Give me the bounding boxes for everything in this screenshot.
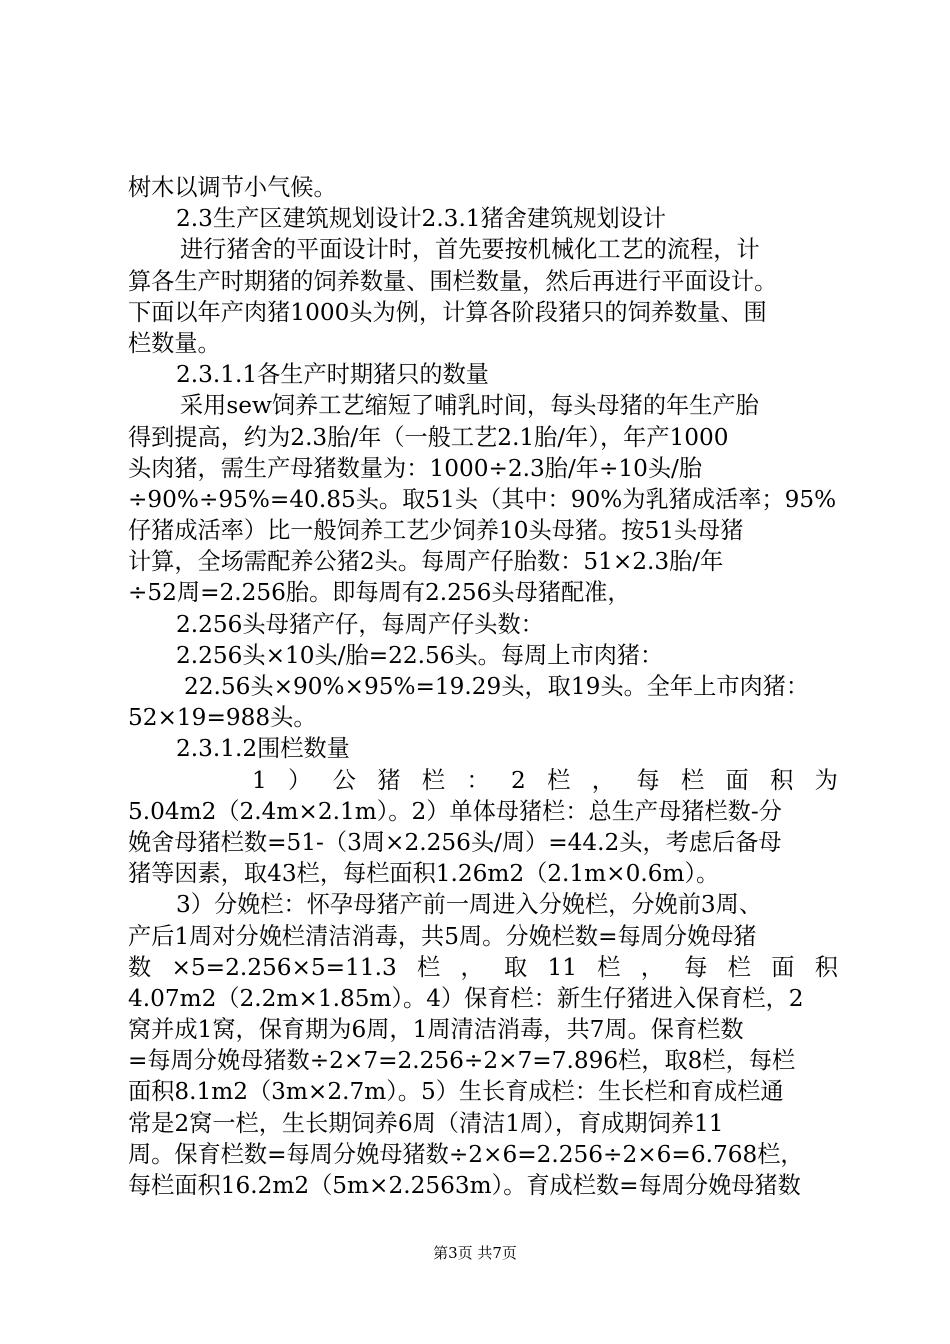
paragraph-line: 娩舍母猪栏数=51-（3周×2.256头/周）=44.2头，考虑后备母 <box>128 828 782 856</box>
spaced-char: 每 <box>636 766 660 794</box>
spaced-char: 栏 <box>421 766 446 794</box>
page-footer: 第3页 共7页 <box>433 1244 517 1262</box>
spaced-char: 面 <box>771 953 795 981</box>
paragraph-line: ÷90%÷95%=40.85头。取51头（其中：90%为乳猪成活率；95% <box>128 485 837 513</box>
paragraph-line: 面积8.1m2（3m×2.7m）。5）生长育成栏：生长栏和育成栏通 <box>128 1078 784 1106</box>
spaced-char: ： <box>466 766 490 794</box>
paragraph-line: 计算，全场需配养公猪2头。每周产仔胎数：51×2.3胎/年 <box>128 548 724 576</box>
spaced-line-boar-pen <box>128 765 838 796</box>
section-heading: 2.3生产区建筑规划设计2.3.1猪舍建筑规划设计 <box>176 205 667 233</box>
paragraph-line: ÷52周=2.256胎。即每周有2.256头母猪配准， <box>128 579 631 607</box>
paragraph-line: 猪等因素，取43栏，每栏面积1.26m2（2.1m×0.6m）。 <box>128 860 720 888</box>
spaced-char: 栏 <box>727 953 751 981</box>
paragraph-line: 得到提高，约为2.3胎/年（一般工艺2.1胎/年），年产1000 <box>128 423 729 451</box>
spaced-char: 猪 <box>377 766 401 794</box>
paragraph-line: 4.07m2（2.2m×1.85m）。4）保育栏：新生仔猪进入保育栏，2 <box>128 984 804 1012</box>
subsection-heading: 2.3.1.2围栏数量 <box>176 735 350 763</box>
spaced-line-farrowing-pen <box>128 952 838 983</box>
spaced-char: ） <box>288 766 312 794</box>
paragraph-line: 5.04m2（2.4m×2.1m）。2）单体母猪栏：总生产母猪栏数-分 <box>128 797 782 825</box>
spaced-char: 数 <box>128 953 152 981</box>
spaced-char: ， <box>640 953 664 981</box>
paragraph-line: 22.56头×90%×95%=19.29头，取19头。全年上市肉猪： <box>184 673 810 700</box>
body-text <box>128 172 838 1201</box>
paragraph-line: 算各生产时期猪的饲养数量、围栏数量，然后再进行平面设计。 <box>128 267 778 295</box>
spaced-char: ×5=2.256×5=11.3 <box>171 953 397 981</box>
paragraph-line: 周。保育栏数=每周分娩母猪数÷2×6=2.256÷2×6=6.768栏， <box>128 1140 804 1168</box>
spaced-char: 栏 <box>597 953 621 981</box>
paragraph-line: 栏数量。 <box>128 329 221 357</box>
paragraph-line: 3）分娩栏：怀孕母猪产前一周进入分娩栏，分娩前3周、 <box>176 891 763 919</box>
paragraph-line: 52×19=988头。 <box>128 704 317 732</box>
paragraph-line: 窝并成1窝，保育期为6周，1周清洁消毒，共7周。保育栏数 <box>128 1016 744 1044</box>
paragraph-line: 采用sew饲养工艺缩短了哺乳时间，每头母猪的年生产胎 <box>180 392 759 420</box>
subsection-heading: 2.3.1.1各生产时期猪只的数量 <box>176 361 489 389</box>
spaced-char: ， <box>591 766 615 794</box>
spaced-char: 栏 <box>417 953 441 981</box>
spaced-char: 积 <box>770 766 794 794</box>
paragraph-line: 每栏面积16.2m2（5m×2.2563m）。育成栏数=每周分娩母猪数 <box>128 1172 801 1199</box>
spaced-char: 面 <box>725 766 749 794</box>
spaced-char: 2 <box>511 766 526 794</box>
spaced-char: 栏 <box>547 766 571 794</box>
paragraph-line: 2.256头×10头/胎=22.56头。每周上市肉猪： <box>176 641 664 669</box>
spaced-char: 取 <box>503 953 528 981</box>
paragraph-line: 下面以年产肉猪1000头为例，计算各阶段猪只的饲养数量、围 <box>128 298 767 326</box>
paragraph-line: 头肉猪，需生产母猪数量为：1000÷2.3胎/年÷10头/胎 <box>128 454 703 482</box>
spaced-char: 公 <box>332 766 356 794</box>
paragraph-line: 常是2窝一栏，生长期饲养6周（清洁1周），育成期饲养11 <box>128 1109 724 1137</box>
spaced-char: 11 <box>547 953 577 981</box>
text-line: 树木以调节小气候。 <box>128 174 337 201</box>
paragraph-line: 进行猪舍的平面设计时，首先要按机械化工艺的流程，计 <box>180 236 760 264</box>
paragraph-line: =每周分娩母猪数÷2×7=2.256÷2×7=7.896栏，取8栏，每栏 <box>128 1047 796 1075</box>
spaced-char: ， <box>460 953 484 981</box>
spaced-char: 栏 <box>680 766 705 794</box>
paragraph-line: 产后1周对分娩栏清洁消毒，共5周。分娩栏数=每周分娩母猪 <box>128 922 757 950</box>
spaced-char: 每 <box>684 953 708 981</box>
paragraph-line: 2.256头母猪产仔，每周产仔头数： <box>176 610 544 638</box>
paragraph-line: 仔猪成活率）比一般饲养工艺少饲养10头母猪。按51头母猪 <box>128 517 744 545</box>
spaced-char: 1 <box>252 766 267 794</box>
spaced-char: 为 <box>814 766 838 794</box>
spaced-char: 积 <box>814 953 838 981</box>
